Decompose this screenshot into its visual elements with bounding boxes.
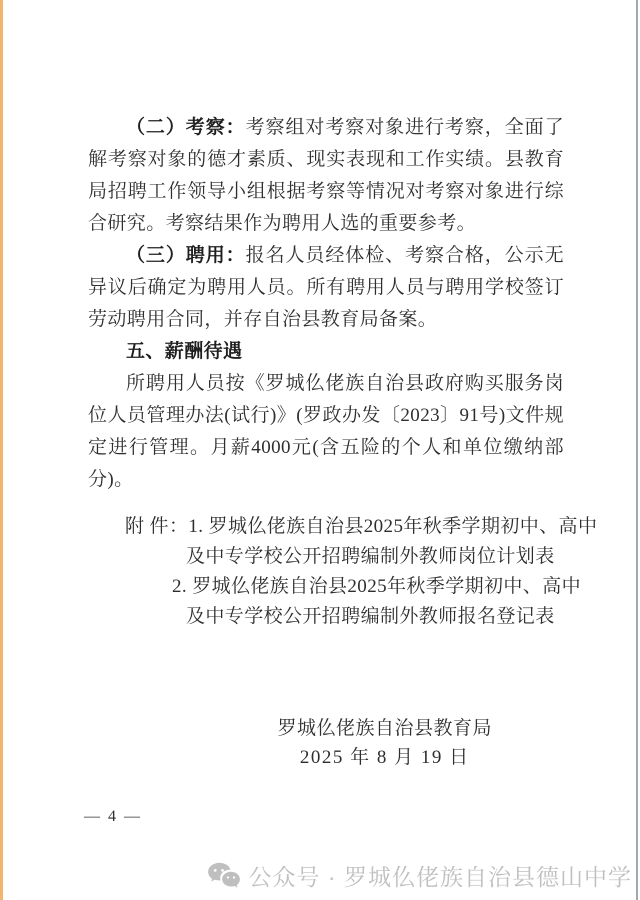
page-left-edge-stripe [0, 0, 3, 900]
paragraph-inspection-lead: （二）考察： [126, 117, 246, 138]
attachments-list [88, 512, 598, 632]
paragraph-inspection [88, 112, 564, 240]
page-number: — 4 — [84, 808, 142, 825]
page-right-edge-line [636, 0, 638, 900]
paragraph-inspection-text: 考察组对考察对象进行考察，全面了解考察对象的德才素质、现实表现和工作实绩。县教育局招聘工作领导小组根据考察等情况对考察对象进行综合研究。考察结果作为聘用人选的重要参考。 [88, 117, 565, 234]
watermark-text: 公众号 · 罗城仫佬族自治县德山中学 [248, 864, 632, 890]
watermark [207, 859, 632, 892]
wechat-icon [207, 862, 241, 890]
signature-block [277, 714, 492, 772]
signature-agency: 罗城仫佬族自治县教育局 [277, 718, 492, 739]
document-body [88, 112, 598, 772]
section-heading-salary: 五、薪酬待遇 [126, 341, 243, 362]
paragraph-salary: 所聘用人员按《罗城仫佬族自治县政府购买服务岗位人员管理办法(试行)》(罗政办发〔2023〕91号)文件规定进行管理。月薪4000元(含五险的个人和单位缴纳部分)。 [88, 373, 564, 490]
paragraph-employment [88, 240, 564, 336]
attachment-line: 2. 罗城仫佬族自治县2025年秋季学期初中、高中 [172, 576, 582, 597]
signature-date: 2025 年 8 月 19 日 [299, 747, 470, 768]
attachment-line: 及中专学校公开招聘编制外教师岗位计划表 [186, 546, 555, 567]
attachment-line: 及中专学校公开招聘编制外教师报名登记表 [186, 606, 555, 627]
attachment-line: 附 件：1. 罗城仫佬族自治县2025年秋季学期初中、高中 [125, 516, 598, 537]
paragraph-employment-lead: （三）聘用： [126, 245, 246, 266]
paragraph-employment-text: 报名人员经体检、考察合格，公示无异议后确定为聘用人员。所有聘用人员与聘用学校签订劳动聘用合同，并存自治县教育局备案。 [88, 245, 565, 330]
